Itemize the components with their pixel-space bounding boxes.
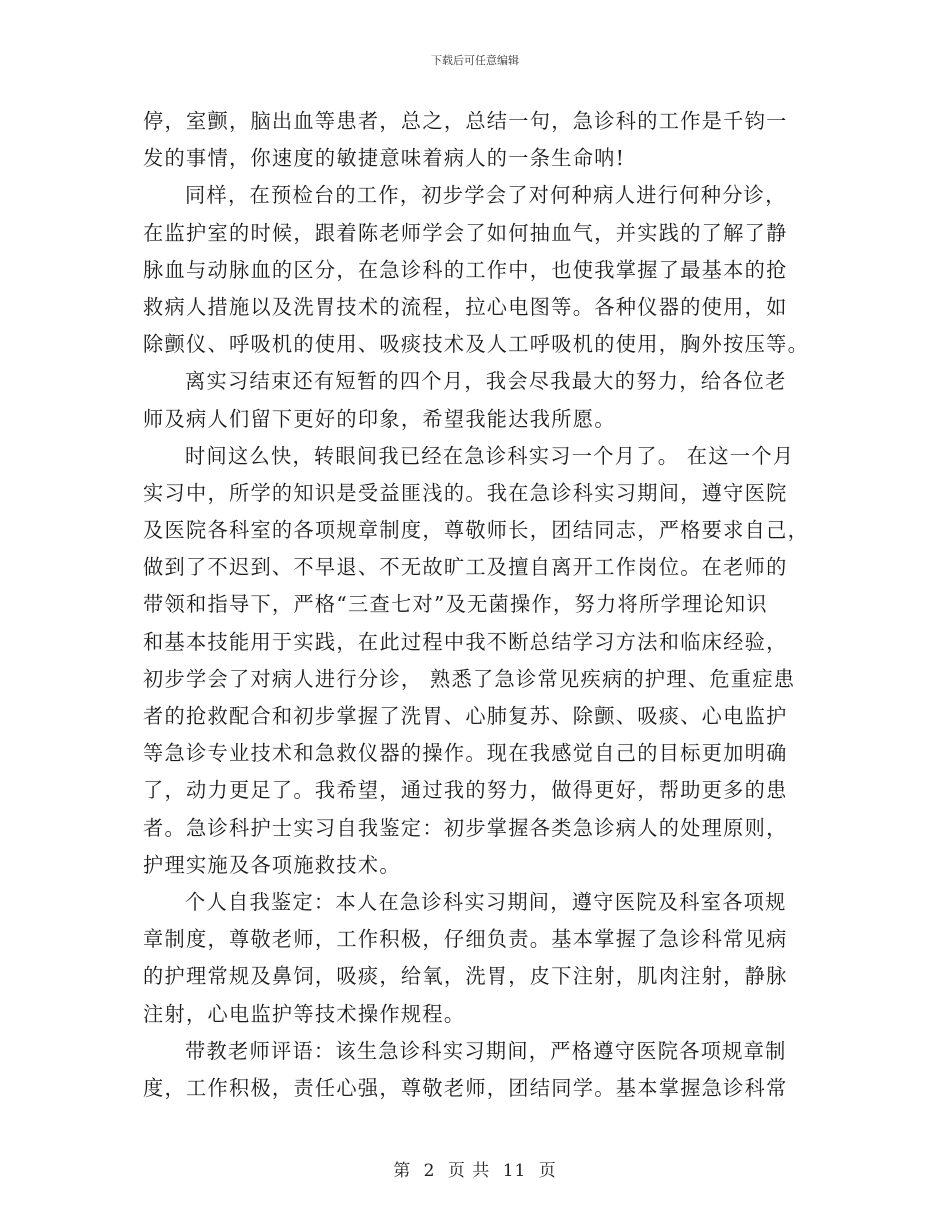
text-line: 者的抢救配合和初步掌握了洗胃、心肺复苏、除颤、吸痰、心电监护 xyxy=(143,704,788,728)
text-line: 救病人措施以及洗胃技术的流程，拉心电图等。各种仪器的使用，如 xyxy=(143,294,788,319)
text-line: 停，室颤，脑出血等患者，总之，总结一句，急诊科的工作是千钧一 xyxy=(143,109,788,133)
text-line: 除颤仪、呼吸机的使用、吸痰技术及人工呼吸机的使用，胸外按压等。 xyxy=(143,332,810,357)
text-line: 时间这么快，转眼间我已经在急诊科实习一个月了。 在这一个月 xyxy=(185,443,795,468)
footer-mid: 页 共 xyxy=(447,1161,491,1181)
text-line: 做到了不迟到、不早退、不无故旷工及擅自离开工作岗位。在老师的 xyxy=(143,555,788,580)
text-line: 等急诊专业技术和急救仪器的操作。现在我感觉自己的目标更加明确 xyxy=(143,741,788,766)
text-line: 初步学会了对病人进行分诊， 熟悉了急诊常见疾病的护理、危重症患 xyxy=(143,666,796,691)
footer-suffix: 页 xyxy=(538,1161,557,1181)
text-line: 在监护室的时候，跟着陈老师学会了如何抽血气，并实践的了解了静 xyxy=(143,220,788,245)
document-body xyxy=(143,103,810,1107)
page-number: 2 xyxy=(423,1161,436,1181)
page-footer xyxy=(0,1156,950,1181)
text-line: 度，工作积极，责任心强，尊敬老师，团结同学。基本掌握急诊科常 xyxy=(143,1075,788,1100)
page-header: 下载后可任意编辑 xyxy=(431,54,519,67)
text-line: 带教老师评语：该生急诊科实习期间，严格遵守医院各项规章制 xyxy=(185,1038,787,1063)
text-line: 个人自我鉴定：本人在急诊科实习期间，遵守医院及科室各项规 xyxy=(185,889,787,914)
text-line: 和基本技能用于实践，在此过程中我不断总结学习方法和临床经验， xyxy=(143,629,788,654)
text-line: 及医院各科室的各项规章制度，尊敬师长，团结同志，严格要求自己， xyxy=(143,518,810,543)
text-line: 护理实施及各项施救技术。 xyxy=(143,852,401,877)
text-line: 者。急诊科护士实习自我鉴定：初步掌握各类急诊病人的处理原则， xyxy=(143,815,788,840)
text-line: 章制度，尊敬老师，工作积极，仔细负责。基本掌握了急诊科常见病 xyxy=(143,927,788,952)
text-line: 同样，在预检台的工作，初步学会了对何种病人进行何种分诊， xyxy=(185,183,787,208)
text-line: 注射，心电监护等技术操作规程。 xyxy=(143,1001,466,1026)
total-pages: 11 xyxy=(502,1161,527,1181)
text-line: 带领和指导下，严格“三查七对”及无菌操作，努力将所学理论知识 xyxy=(143,592,768,617)
text-line: 脉血与动脉血的区分，在急诊科的工作中，也使我掌握了最基本的抢 xyxy=(143,257,788,282)
text-line: 实习中，所学的知识是受益匪浅的。我在急诊科实习期间，遵守医院 xyxy=(143,480,788,505)
text-line: 师及病人们留下更好的印象，希望我能达我所愿。 xyxy=(143,406,616,431)
footer-prefix: 第 xyxy=(393,1161,412,1181)
text-line: 离实习结束还有短暂的四个月，我会尽我最大的努力，给各位老 xyxy=(185,369,787,394)
text-line: 了，动力更足了。我希望，通过我的努力，做得更好，帮助更多的患 xyxy=(143,778,788,803)
text-line: 发的事情，你速度的敏捷意味着病人的一条生命呐! xyxy=(143,146,626,171)
text-line: 的护理常规及鼻饲，吸痰，给氧，洗胃，皮下注射，肌肉注射，静脉 xyxy=(143,964,788,989)
